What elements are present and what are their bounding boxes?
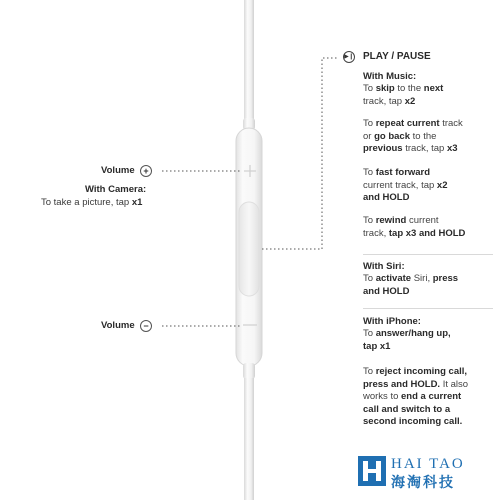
text-fragment: second incoming call. [363, 416, 463, 427]
text-fragment: To [363, 83, 376, 94]
text-fragment: call and switch to a [363, 403, 451, 415]
text-fragment: x1 [131, 197, 143, 208]
text-fragment: track, tap [363, 95, 405, 107]
text-fragment: x2 [436, 179, 448, 191]
text-fragment: x3 [446, 143, 458, 154]
play-pause-title: PLAY / PAUSE [363, 51, 431, 62]
text-fragment: To [363, 366, 376, 377]
camera-text [41, 197, 142, 209]
text-fragment: To take a picture, tap [41, 197, 132, 208]
text-fragment: To [363, 328, 376, 339]
text-fragment: To [363, 118, 376, 129]
text-fragment: next [423, 83, 444, 94]
text-fragment: To [363, 273, 376, 284]
iphone-section [363, 316, 495, 353]
text-fragment: tap x3 and HOLD [388, 227, 466, 239]
watermark-latin: HAI TAO [391, 456, 465, 472]
text-fragment: and HOLD [363, 285, 410, 297]
siri-section [363, 261, 495, 298]
music-section [363, 71, 495, 108]
haitao-logo-graphic [358, 456, 386, 486]
text-fragment: and HOLD [363, 192, 410, 203]
center-button[interactable] [239, 202, 259, 296]
text-fragment: current track, tap [363, 179, 437, 191]
text-fragment: skip [375, 83, 395, 94]
text-fragment: To [363, 167, 376, 178]
text-fragment: end a current [401, 391, 462, 402]
haitao-logo [358, 456, 386, 486]
volume-down-label: Volume [101, 320, 135, 331]
text-fragment: previous [363, 143, 403, 154]
iphone-answer [363, 328, 495, 353]
text-fragment: to the [410, 130, 437, 142]
text-fragment: press [432, 273, 459, 284]
cable-lower [244, 378, 254, 500]
iphone-reject [363, 366, 495, 429]
siri-text [363, 273, 495, 298]
text-fragment: works to [363, 391, 402, 402]
siri-heading: With Siri: [363, 261, 405, 272]
text-fragment: or [363, 130, 375, 142]
text-fragment: track, tap [402, 143, 447, 154]
music-heading: With Music: [363, 71, 417, 82]
camera-heading: With Camera: [85, 184, 147, 195]
text-fragment: to the [394, 83, 424, 94]
text-fragment: press and HOLD. [363, 378, 441, 390]
text-fragment: current [406, 215, 439, 226]
divider-1 [363, 254, 493, 255]
cable-upper [244, 0, 254, 124]
text-fragment: To [363, 215, 376, 226]
music-fast-forward [363, 167, 495, 205]
play-pause-icon: ▶❙ [343, 51, 355, 63]
text-fragment: activate [375, 273, 412, 284]
text-fragment: answer/hang up, [375, 328, 451, 339]
music-repeat [363, 118, 495, 156]
divider-2 [363, 308, 493, 309]
text-fragment: rewind [375, 215, 407, 226]
text-fragment: x2 [404, 95, 416, 107]
text-fragment: go back [374, 130, 410, 142]
text-fragment: fast forward [375, 167, 431, 178]
text-fragment: reject incoming call, [375, 366, 468, 377]
text-fragment: Siri, [411, 273, 433, 284]
cable-collar-bottom [243, 363, 255, 379]
leader-play-pause [262, 58, 337, 249]
iphone-heading: With iPhone: [363, 316, 421, 327]
music-skip [363, 83, 495, 108]
plus-icon: + [140, 165, 152, 177]
text-fragment: track [439, 118, 463, 129]
watermark-cjk: 海淘科技 [391, 475, 455, 491]
text-fragment: tap x1 [363, 340, 391, 352]
text-fragment: track, [363, 227, 389, 239]
text-fragment: repeat current [375, 118, 440, 129]
volume-up-label: Volume [101, 165, 135, 176]
music-rewind [363, 215, 495, 240]
text-fragment: It also [440, 378, 469, 390]
minus-icon: − [140, 320, 152, 332]
